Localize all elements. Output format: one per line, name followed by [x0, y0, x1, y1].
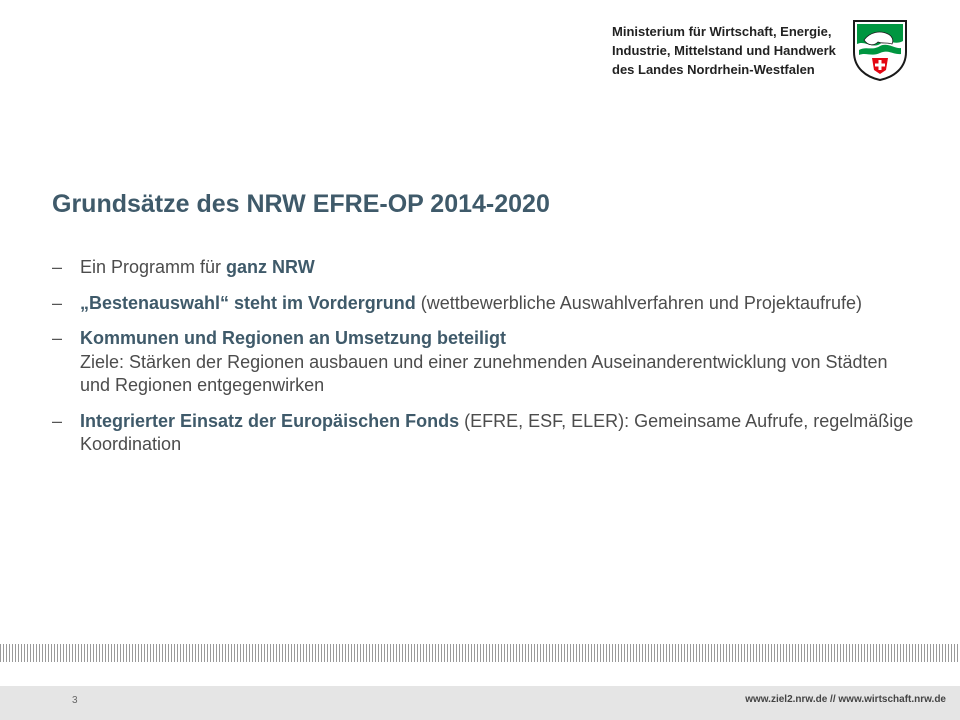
bullet-marker: – — [52, 292, 63, 313]
bullet-list — [52, 256, 922, 469]
slide-title: Grundsätze des NRW EFRE-OP 2014-2020 — [52, 190, 550, 218]
bullet-marker: – — [52, 328, 63, 348]
bullet-text-bold: Kommunen und Regionen an Umsetzung beteiligt — [80, 328, 507, 348]
bullet-text — [80, 256, 922, 280]
bullet-text — [80, 327, 922, 398]
bullet-item-3 — [52, 327, 922, 398]
bullet-text-bold: Integrierter Einsatz der Europäischen Fonds — [80, 410, 460, 431]
bullet-text-plain: (EFRE, ESF, ELER): Gemeinsame Aufrufe, regelmäßige Koordination — [80, 410, 914, 454]
bullet-item-1 — [52, 256, 922, 280]
ministry-name-line-3: des Landes Nordrhein-Westfalen — [612, 62, 815, 77]
bullet-text-plain: Ziele: Stärken der Regionen ausbauen und einer zunehmenden Auseinanderentwicklung von Städten und Regionen entgegenwirken — [80, 351, 888, 395]
bullet-text-plain: (wettbewerbliche Auswahlverfahren und Projektaufrufe) — [415, 292, 862, 313]
page-number: 3 — [72, 695, 78, 706]
decorative-stripe — [0, 644, 960, 662]
ministry-name-line-2: Industrie, Mittelstand und Handwerk — [612, 43, 836, 58]
bullet-text — [80, 292, 922, 316]
bullet-marker: – — [52, 257, 63, 277]
ministry-name-line-1: Ministerium für Wirtschaft, Energie, — [612, 24, 832, 39]
bullet-text-bold: „Bestenauswahl“ steht im Vordergrund — [80, 292, 416, 313]
footer-links: www.ziel2.nrw.de // www.wirtschaft.nrw.de — [745, 694, 946, 705]
bullet-item-4 — [52, 410, 922, 457]
bullet-text-plain: Ein Programm für — [80, 257, 227, 277]
bullet-text — [80, 410, 922, 457]
bullet-text-bold: ganz NRW — [226, 257, 315, 277]
bullet-item-2 — [52, 292, 922, 316]
ministry-name — [612, 22, 842, 79]
bullet-marker: – — [52, 410, 63, 431]
nrw-coat-of-arms-icon — [850, 18, 910, 82]
